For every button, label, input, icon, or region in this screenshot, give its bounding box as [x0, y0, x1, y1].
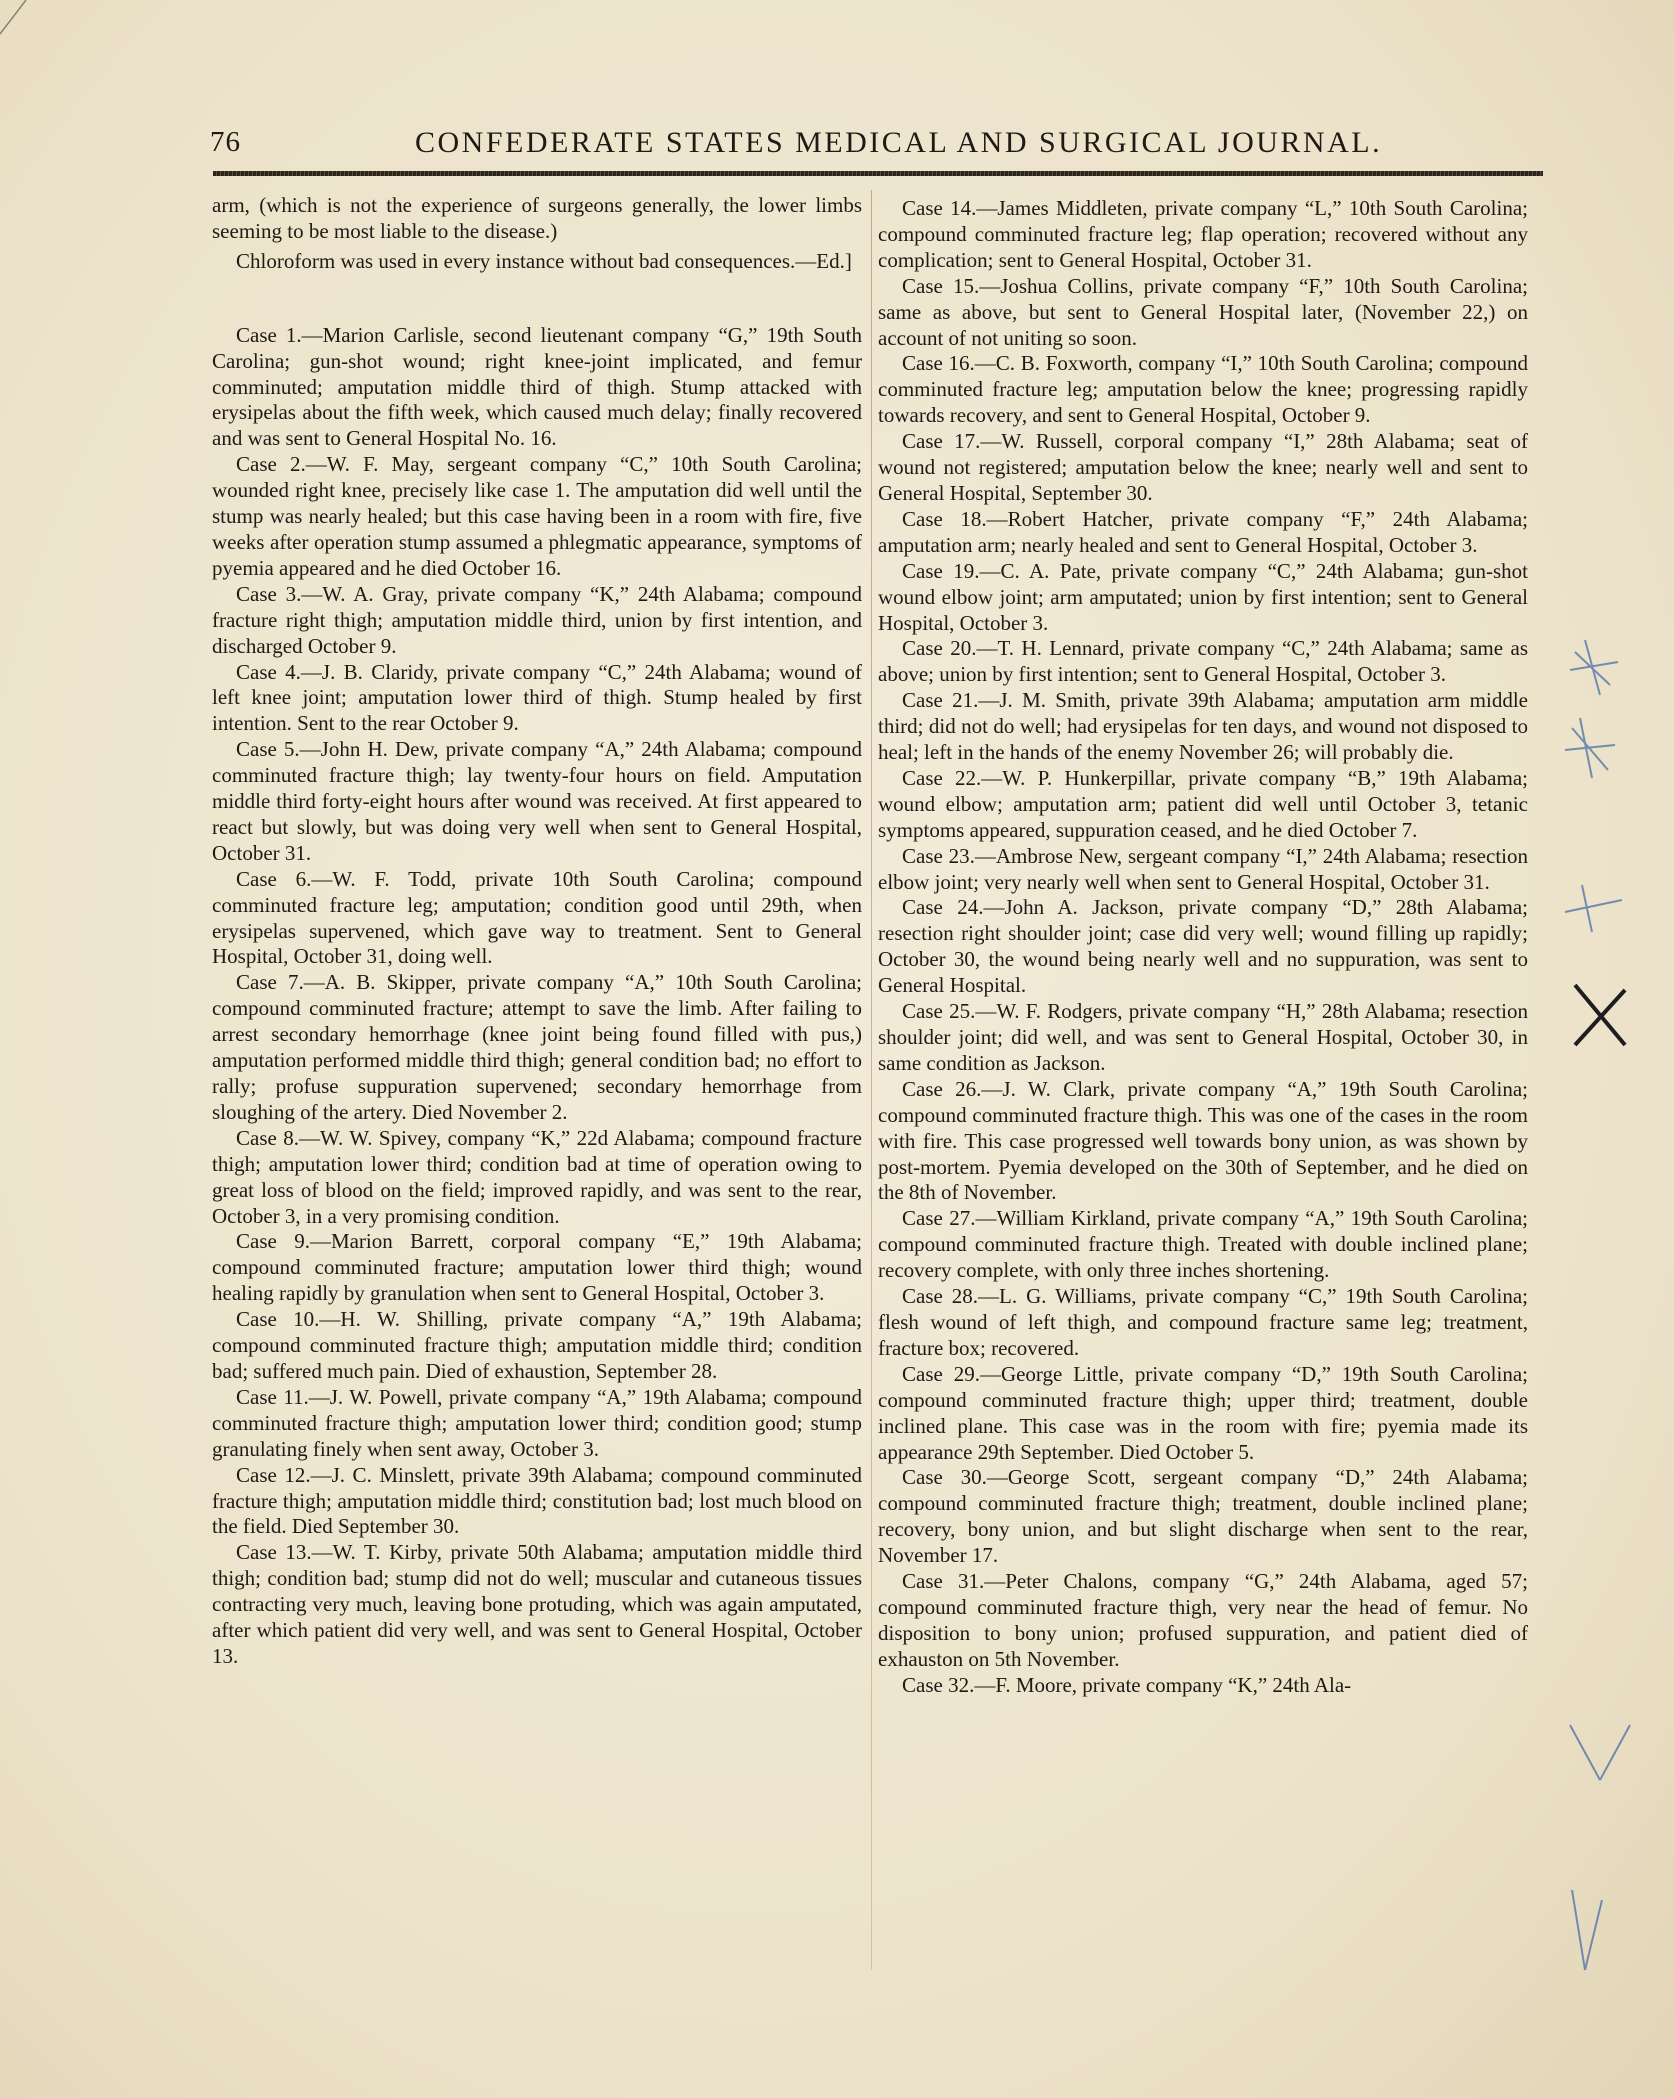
case-entry: Case 5.—John H. Dew, private company “A,” 24th Alabama; compound comminuted fracture thigh; lay twenty-four hours on field. Amputation middle third forty-eight hours after wound was received. At first appeared to react but slowly, but was doing very well when sent to General Hospital, October 31.	[212, 737, 862, 865]
case-entry: Case 28.—L. G. Williams, private company “C,” 19th South Carolina; flesh wound of left thigh, and compound fracture same leg; treatment, fracture box; recovered.	[878, 1284, 1528, 1360]
case-entry: Case 26.—J. W. Clark, private company “A,” 19th South Carolina; compound comminuted fracture thigh. This was one of the cases in the room with fire. This case progressed well towards bony union, as was shown by post-mortem. Pyemia developed on the 30th of September, and he died on the 8th of November.	[878, 1076, 1528, 1205]
case-entry: Case 24.—John A. Jackson, private company “D,” 28th Alabama; resection right shoulder joint; case did very well; wound filling up rapidly; October 30, the wound being nearly well and no suppuration, was sent to General Hospital.	[878, 895, 1528, 998]
blue-star-mark	[1565, 718, 1615, 778]
case-entry: Case 21.—J. M. Smith, private 39th Alabama; amputation arm middle third; did not do well; had erysipelas for ten days, and wound not disposed to heal; left in the hands of the enemy November 26; will probably die.	[878, 688, 1528, 765]
right-column	[878, 196, 1528, 1699]
paragraph: arm, (which is not the experience of surgeons generally, the lower limbs seeming to be most liable to the disease.)	[212, 193, 862, 243]
blue-star-mark	[1565, 885, 1622, 932]
case-entry: Case 20.—T. H. Lennard, private company “C,” 24th Alabama; same as above; union by first intention; sent to General Hospital, October 3.	[878, 636, 1528, 687]
case-entry: Case 4.—J. B. Claridy, private company “C,” 24th Alabama; wound of left knee joint; amputation lower third of thigh. Stump healed by first intention. Sent to the rear October 9.	[212, 659, 862, 736]
case-entry: Case 2.—W. F. May, sergeant company “C,” 10th South Carolina; wounded right knee, precisely like case 1. The amputation did well until the stump was nearly healed; but this case having been in a room with fire, five weeks after operation stump assumed a phlegmatic appearance, symptoms of pyemia appeared and he died October 16.	[212, 452, 862, 580]
case-entry: Case 30.—George Scott, sergeant company “D,” 24th Alabama; compound comminuted fracture thigh; treatment, double inclined plane; recovery, bony union, and but slight discharge when sent to the rear, November 17.	[878, 1465, 1528, 1568]
column-divider	[871, 190, 872, 1970]
case-entry: Case 16.—C. B. Foxworth, company “I,” 10th South Carolina; compound comminuted fracture leg; amputation below the knee; progressing rapidly towards recovery, and sent to General Hospital, October 9.	[878, 351, 1528, 428]
blue-star-mark	[1570, 640, 1618, 695]
case-entry: Case 11.—J. W. Powell, private company “A,” 19th Alabama; compound comminuted fracture thigh; amputation lower third; condition good; stump granulating finely when sent away, October 3.	[212, 1384, 862, 1461]
left-column	[212, 193, 862, 1670]
margin-annotations	[1530, 600, 1670, 2000]
page-header	[210, 126, 1546, 166]
case-entry: Case 1.—Marion Carlisle, second lieutenant company “G,” 19th South Carolina; gun-shot wound; right knee-joint implicated, and femur comminuted; amputation middle third of thigh. Stump attacked with erysipelas about the fifth week, which caused much delay; finally recovered and was sent to General Hospital No. 16.	[212, 322, 862, 451]
case-entry: Case 31.—Peter Chalons, company “G,” 24th Alabama, aged 57; compound comminuted fracture thigh, very near the head of femur. No disposition to bony union; profused suppuration, and patient died of exhauston on 5th November.	[878, 1569, 1528, 1671]
journal-title: CONFEDERATE STATES MEDICAL AND SURGICAL JOURNAL.	[415, 126, 1383, 159]
case-entry: Case 3.—W. A. Gray, private company “K,” 24th Alabama; compound fracture right thigh; amputation middle third, union by first intention, and discharged October 9.	[212, 581, 862, 658]
page-corner-crease	[0, 0, 60, 60]
case-entry: Case 6.—W. F. Todd, private 10th South Carolina; compound comminuted fracture leg; amputation; condition good until 29th, when erysipelas supervened, which gave way to treatment. Sent to General Hospital, October 31, doing well.	[212, 866, 862, 969]
case-entry: Case 14.—James Middleten, private company “L,” 10th South Carolina; compound comminuted fracture leg; flap operation; recovered without any complication; sent to General Hospital, October 31.	[878, 196, 1528, 272]
case-entry: Case 15.—Joshua Collins, private company “F,” 10th South Carolina; same as above, but sent to General Hospital later, (November 22,) on account of not uniting so soon.	[878, 273, 1528, 350]
case-entry: Case 7.—A. B. Skipper, private company “A,” 10th South Carolina; compound comminuted fracture; attempt to save the limb. After failing to arrest secondary hemorrhage (knee joint being found filled with pus,) amputation performed middle third thigh; general condition bad; no effort to rally; profuse suppuration supervened; secondary hemorrhage from sloughing of the artery. Died November 2.	[212, 970, 862, 1124]
case-entry: Case 8.—W. W. Spivey, company “K,” 22d Alabama; compound fracture thigh; amputation lower third; condition bad at time of operation owing to great loss of blood on the field; improved rapidly, and was sent to the rear, October 3, in a very promising condition.	[212, 1125, 862, 1228]
case-entry: Case 10.—H. W. Shilling, private company “A,” 19th Alabama; compound comminuted fracture thigh; amputation middle third; condition bad; suffered much pain. Died of exhaustion, September 28.	[212, 1307, 862, 1383]
editor-note: Chloroform was used in every instance without bad consequences.—Ed.]	[236, 248, 852, 273]
case-entry: Case 22.—W. P. Hunkerpillar, private company “B,” 19th Alabama; wound elbow; amputation arm; patient did well until October 3, tetanic symptoms appeared, suppuration ceased, and he died October 7.	[878, 765, 1528, 842]
case-entry: Case 18.—Robert Hatcher, private company “F,” 24th Alabama; amputation arm; nearly healed and sent to General Hospital, October 3.	[878, 506, 1528, 557]
blue-check-mark	[1570, 1725, 1630, 1780]
case-entry: Case 27.—William Kirkland, private company “A,” 19th South Carolina; compound comminuted fracture thigh. Treated with double inclined plane; recovery complete, with only three inches shortening.	[878, 1206, 1528, 1283]
case-entry: Case 23.—Ambrose New, sergeant company “I,” 24th Alabama; resection elbow joint; very nearly well when sent to General Hospital, October 31.	[878, 843, 1528, 894]
case-entry: Case 25.—W. F. Rodgers, private company “H,” 28th Alabama; resection shoulder joint; did well, and was sent to General Hospital, October 30, in same condition as Jackson.	[878, 999, 1528, 1075]
case-entry: Case 29.—George Little, private company “D,” 19th South Carolina; compound comminuted fracture thigh; upper third; treatment, double inclined plane. This case was in the room with fire; pyemia made its appearance 29th September. Died October 5.	[878, 1361, 1528, 1464]
case-entry: Case 12.—J. C. Minslett, private 39th Alabama; compound comminuted fracture thigh; amputation middle third; constitution bad; lost much blood on the field. Died September 30.	[212, 1462, 862, 1539]
page-number: 76	[210, 126, 241, 158]
case-entry: Case 32.—F. Moore, private company “K,” 24th Ala-	[902, 1672, 1352, 1697]
case-entry: Case 13.—W. T. Kirby, private 50th Alabama; amputation middle third thigh; condition bad; stump did not do well; muscular and cutaneous tissues contracting very much, leaving bone protuding, which was again amputated, after which patient did very well, and was sent to General Hospital, October 13.	[212, 1540, 862, 1668]
case-entry: Case 9.—Marion Barrett, corporal company “E,” 19th Alabama; compound comminuted fracture; amputation lower third thigh; wound healing rapidly by granulation when sent to General Hospital, October 3.	[212, 1229, 862, 1306]
case-entry: Case 19.—C. A. Pate, private company “C,” 24th Alabama; gun-shot wound elbow joint; arm amputated; union by first intention; sent to General Hospital, October 3.	[878, 558, 1528, 635]
header-rule	[213, 171, 1543, 176]
black-x-mark	[1575, 985, 1625, 1045]
blue-pencil-mark	[1572, 1890, 1602, 1970]
case-entry: Case 17.—W. Russell, corporal company “I,” 28th Alabama; seat of wound not registered; amputation below the knee; nearly well and sent to General Hospital, September 30.	[878, 429, 1528, 505]
